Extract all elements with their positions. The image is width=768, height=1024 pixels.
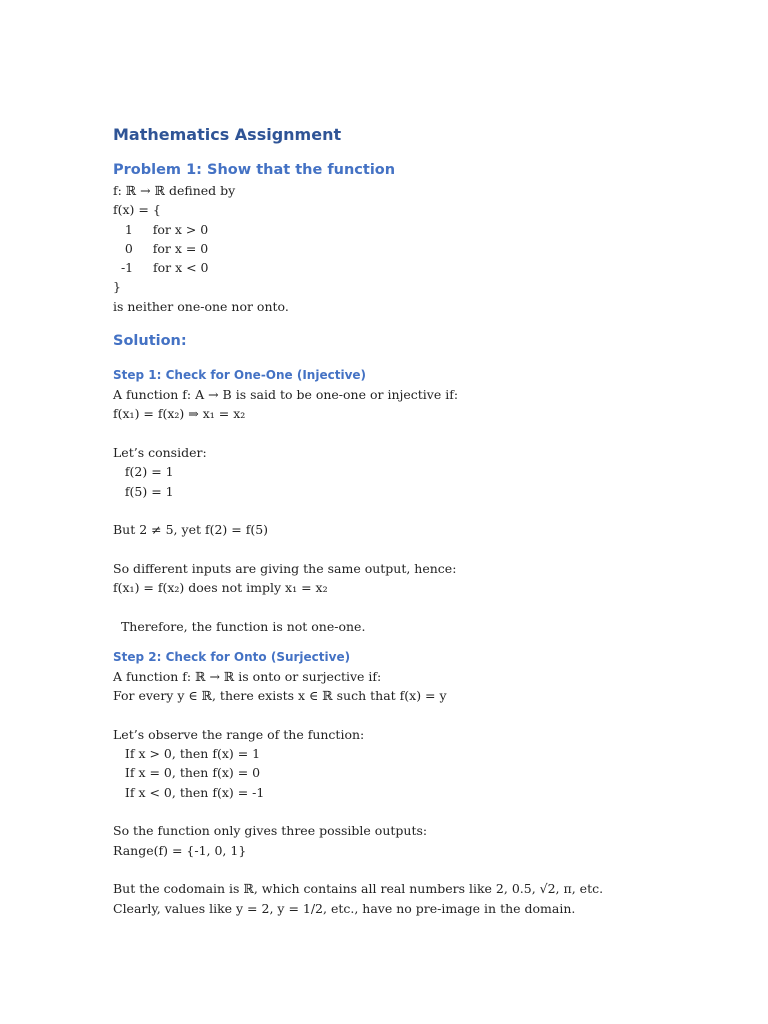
step1-line: f(x₁) = f(x₂) does not imply x₁ = x₂ [113, 580, 328, 596]
step2-body [113, 667, 713, 918]
step1-heading: Step 1: Check for One-One (Injective) [113, 368, 367, 383]
step1-line: f(5) = 1 [113, 483, 174, 499]
document-title: Mathematics Assignment [113, 125, 342, 144]
document-page [113, 123, 713, 918]
problem-line: f: ℝ → ℝ defined by [113, 183, 236, 198]
step1-line: f(2) = 1 [113, 464, 174, 480]
step2-heading: Step 2: Check for Onto (Surjective) [113, 649, 351, 664]
step2-line: Clearly, values like y = 2, y = 1/2, etc., have no pre-image in the domain. [113, 900, 576, 916]
step1-line: But 2 ≠ 5, yet f(2) = f(5) [113, 522, 269, 538]
step2-line: If x > 0, then f(x) = 1 [113, 746, 261, 762]
step2-line: A function f: ℝ → ℝ is onto or surjective if: [113, 668, 382, 684]
step2-line: If x = 0, then f(x) = 0 [113, 765, 261, 781]
step1-conclusion: Therefore, the function is not one-one. [113, 618, 366, 634]
step1-line: A function f: A → B is said to be one-one or injective if: [113, 387, 459, 403]
step2-line: But the codomain is ℝ, which contains all real numbers like 2, 0.5, √2, π, etc. [113, 881, 604, 897]
step2-line: Range(f) = {-1, 0, 1} [113, 842, 247, 858]
step2-line: So the function only gives three possible outputs: [113, 823, 428, 839]
step1-body [113, 385, 713, 636]
problem-line: -1 for x < 0 [113, 260, 209, 276]
problem-statement [113, 181, 713, 316]
problem-line: f(x) = { [113, 202, 161, 218]
problem-line: 0 for x = 0 [113, 240, 209, 256]
problem-line: is neither one-one nor onto. [113, 298, 289, 314]
step2-line: If x < 0, then f(x) = -1 [113, 784, 265, 800]
solution-heading: Solution: [113, 333, 187, 350]
problem-line: } [113, 279, 121, 295]
step2-line: Let’s observe the range of the function: [113, 726, 365, 742]
problem-line: 1 for x > 0 [113, 221, 209, 237]
step2-line: For every y ∈ ℝ, there exists x ∈ ℝ such that f(x) = y [113, 688, 447, 704]
step1-line: So different inputs are giving the same output, hence: [113, 560, 457, 576]
step1-line: Let’s consider: [113, 444, 207, 460]
step1-line: f(x₁) = f(x₂) ⇒ x₁ = x₂ [113, 406, 246, 422]
problem-heading: Problem 1: Show that the function [113, 162, 396, 178]
